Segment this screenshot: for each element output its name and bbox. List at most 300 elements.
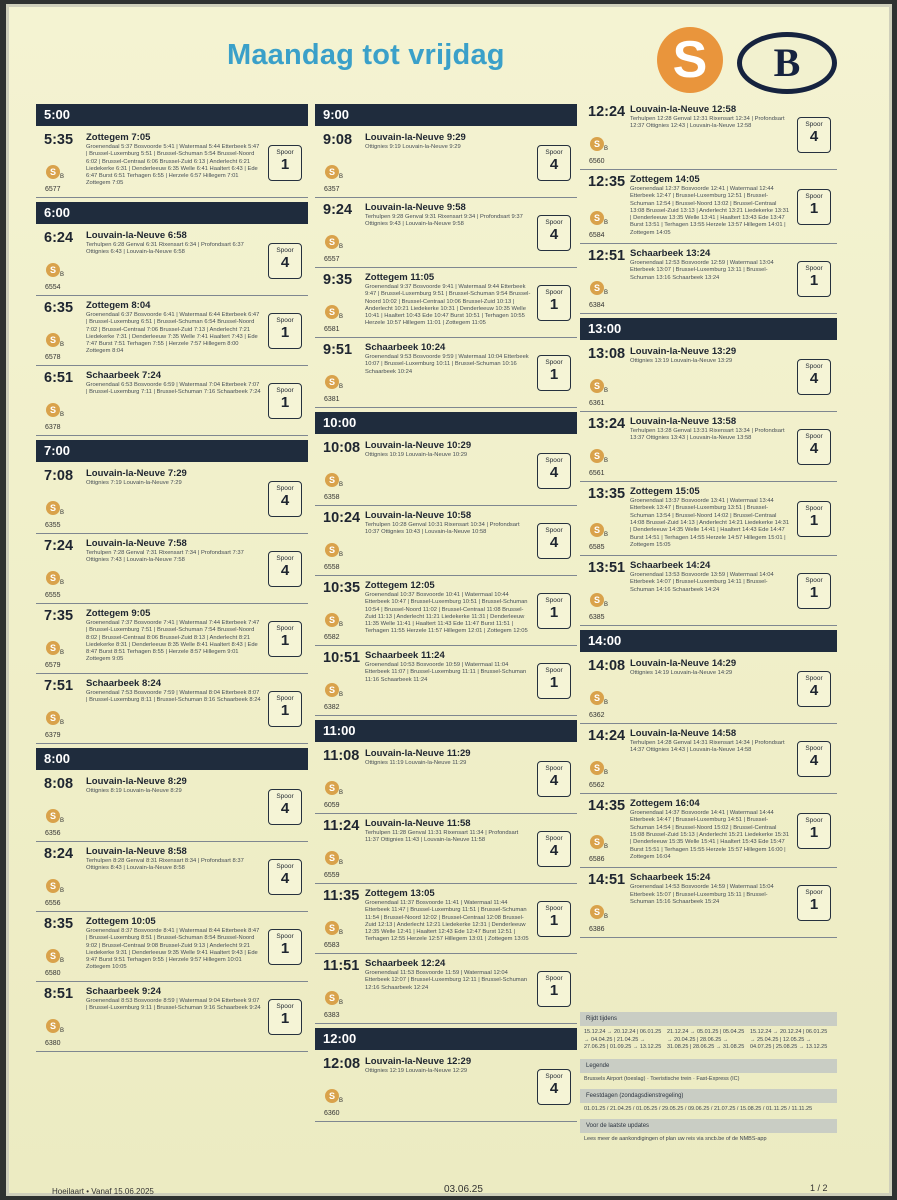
train-number: 6384 (589, 302, 605, 310)
s-network-icon: S (46, 165, 60, 179)
track-number: 1 (549, 981, 559, 999)
track-number: 4 (549, 533, 559, 551)
track-label: Spoor (545, 834, 563, 842)
stop-list: Ottignies 8:19 Louvain-la-Neuve 8:29 (86, 788, 182, 794)
track-number: 1 (809, 895, 819, 913)
track-label: Spoor (805, 264, 823, 272)
track-number: 4 (549, 155, 559, 173)
destination: Schaarbeek 15:24 (630, 872, 711, 884)
track-box (537, 145, 571, 181)
sncb-icon: B (339, 174, 344, 180)
destination: Schaarbeek 10:24 (365, 342, 446, 353)
track-box (797, 573, 831, 609)
section-title: Legende (580, 1059, 837, 1073)
track-box (537, 1069, 571, 1105)
s-network-icon: S (46, 501, 60, 515)
stop-list: Groenendaal 14:53 Bosvoorde 14:59 | Watermaal 15:04 Etterbeek 15:07 | Brussel-Luxemburg 15:11 | Brussel-Schuman 15:16 Schaarbeek 15:24 (630, 884, 774, 905)
departure-time: 8:35 (44, 916, 74, 932)
departure-time: 13:08 (588, 346, 626, 363)
departure-row (315, 576, 577, 646)
track-label: Spoor (276, 1002, 294, 1010)
sncb-icon: B (60, 174, 65, 180)
footer-station: Hoeilaart • Vanaf 15.06.2025 (52, 1187, 154, 1196)
s-network-icon: S (46, 809, 60, 823)
departure-time: 12:35 (588, 174, 626, 190)
sncb-icon: B (339, 930, 344, 936)
stop-list: Terhulpen 8:28 Genval 8:31 Rixensart 8:34 | Profondsart 8:37 Ottignies 8:43 | Louvain-la-Neuve 8:58 (86, 858, 244, 872)
s-network-icon: S (46, 403, 60, 417)
sncb-icon: B (339, 622, 344, 628)
departure-row (580, 412, 837, 482)
sncb-icon: B (604, 388, 609, 395)
destination: Louvain-la-Neuve 11:58 (365, 818, 471, 829)
track-box (268, 929, 302, 965)
departure-row (36, 842, 308, 912)
departure-row (315, 338, 577, 408)
train-number: 6379 (45, 732, 61, 739)
period-col: 21.12.24 → 05.01.25 | 05.04.25 → 20.04.25 | 28.06.25 → 31.08.25 | 28.06.25 → 31.08.25 (667, 1029, 745, 1050)
destination: Schaarbeek 11:24 (365, 650, 445, 661)
s-network-icon: S (325, 781, 339, 795)
s-network-icon: S (325, 613, 339, 627)
destination: Louvain-la-Neuve 11:29 (365, 748, 471, 759)
departure-row (580, 170, 837, 244)
train-number: 6362 (589, 712, 605, 720)
destination: Zottegem 16:04 (630, 798, 700, 810)
departure-time: 10:35 (323, 580, 361, 596)
track-number: 4 (280, 561, 290, 579)
departure-row (580, 724, 837, 794)
train-number: 6059 (324, 802, 340, 809)
hour-header: 8:00 (36, 748, 308, 770)
destination: Schaarbeek 7:24 (86, 370, 161, 381)
departure-row (315, 646, 577, 716)
track-box (797, 885, 831, 921)
departure-time: 8:08 (44, 776, 74, 792)
departure-time: 9:08 (323, 132, 353, 148)
train-number: 6380 (45, 1040, 61, 1047)
s-network-icon: S (46, 641, 60, 655)
departure-time: 11:35 (323, 888, 360, 904)
departure-row (36, 464, 308, 534)
departure-row (36, 912, 308, 982)
destination: Schaarbeek 13:24 (630, 248, 711, 260)
sncb-icon: B (339, 314, 344, 320)
stop-list: Terhulpen 6:28 Genval 6:31 Rixensart 6:34 | Profondsart 6:37 Ottignies 6:43 | Louvain-la-Neuve 6:58 (86, 242, 244, 256)
track-label: Spoor (276, 316, 294, 324)
stop-list: Groenendaal 11:37 Bosvoorde 11:41 | Watermaal 11:44 Etterbeek 11:47 | Brussel-Luxemburg 11:51 | Brussel-Schuman 11:54 | Brussel-Noord 12:02 | Brussel-Centraal 12:08 Brussel-Zuid 12:13 | Anderlecht 12:21 Liedekerke 12:31 | Denderleeuw 12:35 Welle 12:41 | Haaltert 12:43 Ede 12:47 Burst 12:51 | Terhagen 12:55 Herzele 12:57 Hillegem 13:01 | Zottegem 13:05 (365, 900, 529, 943)
stop-list: Groenendaal 11:53 Bosvoorde 11:59 | Watermaal 12:04 Etterbeek 12:07 | Brussel-Luxemburg 12:11 | Brussel-Schuman 12:16 Schaarbeek 12:24 (365, 970, 528, 991)
track-label: Spoor (276, 624, 294, 632)
track-number: 1 (549, 365, 559, 383)
track-box (268, 243, 302, 279)
sncb-icon: B (60, 580, 65, 586)
stop-list: Terhulpen 14:28 Genval 14:31 Rixensart 14:34 | Profondsart 14:37 Ottignies 14:43 | Louvain-la-Neuve 14:58 (630, 740, 785, 754)
stop-list: Terhulpen 13:28 Genval 13:31 Rixensart 13:34 | Profondsart 13:37 Ottignies 13:43 | Louvain-la-Neuve 13:58 (630, 428, 785, 442)
track-box (268, 691, 302, 727)
s-network-icon: S (325, 305, 339, 319)
train-number: 6356 (45, 830, 61, 837)
sncb-icon: B (60, 888, 65, 894)
track-number: 4 (280, 869, 290, 887)
sncb-icon: B (604, 700, 609, 707)
holiday-dates: 01.01.25 / 21.04.25 / 01.05.25 / 29.05.25 / 09.06.25 / 21.07.25 / 15.08.25 / 01.11.25 / 11.11.25 (584, 1105, 813, 1112)
train-number: 6556 (45, 900, 61, 907)
train-number: 6555 (45, 592, 61, 599)
sncb-icon: B (60, 272, 65, 278)
footer-print-date: 03.06.25 (444, 1184, 483, 1195)
sncb-icon: B (339, 244, 344, 250)
page-title: Maandag tot vrijdag (227, 39, 505, 71)
hour-header: 13:00 (580, 318, 837, 340)
destination: Louvain-la-Neuve 14:29 (630, 658, 737, 670)
destination: Schaarbeek 14:24 (630, 560, 711, 572)
train-number: 6562 (589, 782, 605, 790)
track-label: Spoor (805, 888, 823, 896)
sncb-icon: B (339, 384, 344, 390)
track-label: Spoor (805, 504, 823, 512)
stop-list: Ottignies 10:19 Louvain-la-Neuve 10:29 (365, 452, 468, 458)
departure-time: 8:51 (44, 986, 74, 1002)
track-box (537, 901, 571, 937)
train-number: 6382 (324, 704, 340, 711)
s-network-icon: S (325, 473, 339, 487)
sncb-icon: B (604, 770, 609, 777)
departure-row (580, 868, 837, 938)
train-number: 6361 (589, 400, 605, 408)
stop-list: Groenendaal 12:37 Bosvoorde 12:41 | Watermaal 12:44 Etterbeek 12:47 | Brussel-Luxemburg 12:51 | Brussel-Schuman 12:54 | Brussel-Noord 13:02 | Brussel-Centraal 13:08 Brussel-Zuid 13:13 | Anderlecht 13:21 Liedekerke 13:31 | Denderleeuw 13:35 Welle 13:41 | Haaltert 13:43 Ede 13:47 Burst 13:51 | Terhagen 13:55 Herzele 13:57 Hillegem 14:01 | Zottegem 14:05 (630, 186, 790, 236)
sncb-icon: B (604, 290, 609, 297)
track-box (537, 593, 571, 629)
sncb-icon: B (60, 958, 65, 964)
train-number: 6577 (45, 186, 61, 193)
sncb-icon: B (604, 220, 609, 227)
track-box (537, 355, 571, 391)
track-box (268, 383, 302, 419)
s-network-icon: S (590, 523, 604, 537)
sncb-icon: B (339, 1000, 344, 1006)
sncb-icon: B (60, 650, 65, 656)
destination: Louvain-la-Neuve 13:58 (630, 416, 737, 428)
departure-row (315, 506, 577, 576)
departure-time: 14:51 (588, 872, 626, 889)
s-network-icon: S (46, 1019, 60, 1033)
timetable-column-3 (580, 100, 837, 938)
track-box (268, 145, 302, 181)
track-number: 1 (280, 323, 290, 341)
track-number: 4 (549, 463, 559, 481)
track-number: 1 (280, 939, 290, 957)
departure-time: 11:51 (323, 958, 360, 974)
departure-time: 11:24 (323, 818, 360, 834)
timetable-column-2 (315, 100, 577, 1122)
track-label: Spoor (545, 358, 563, 366)
track-number: 4 (549, 225, 559, 243)
departure-time: 13:51 (588, 560, 626, 577)
train-number: 6386 (589, 926, 605, 934)
track-box (268, 999, 302, 1035)
stop-list: Terhulpen 7:28 Genval 7:31 Rixensart 7:34 | Profondsart 7:37 Ottignies 7:43 | Louvain-la-Neuve 7:58 (86, 550, 244, 564)
stop-list: Groenendaal 13:37 Bosvoorde 13:41 | Watermaal 13:44 Etterbeek 13:47 | Brussel-Luxemburg 13:51 | Brussel-Schuman 13:54 | Brussel-Noord 14:02 | Brussel-Centraal 14:08 Brussel-Zuid 14:13 | Anderlecht 14:21 Liedekerke 14:31 | Denderleeuw 14:35 Welle 14:41 | Haaltert 14:43 Ede 14:47 Burst 14:51 | Terhagen 14:55 Herzele 14:57 Hillegem 15:01 | Zottegem 15:05 (630, 498, 790, 548)
departure-time: 14:24 (588, 728, 626, 745)
track-box (537, 663, 571, 699)
track-box (268, 313, 302, 349)
s-network-icon: S (590, 281, 604, 295)
s-network-icon: S (46, 263, 60, 277)
s-network-icon: S (325, 1089, 339, 1103)
track-number: 1 (809, 823, 819, 841)
track-box (268, 481, 302, 517)
track-box (797, 813, 831, 849)
destination: Schaarbeek 12:24 (365, 958, 446, 969)
track-number: 1 (549, 603, 559, 621)
departure-row (36, 982, 308, 1052)
track-label: Spoor (545, 218, 563, 226)
stop-list: Groenendaal 9:37 Bosvoorde 9:41 | Watermaal 9:44 Etterbeek 9:47 | Brussel-Luxemburg 9:51 | Brussel-Schuman 9:54 Brussel-Noord 10:02 | Brussel-Centraal 10:06 Brussel-Zuid 10:13 | Anderlecht 10:21 Liedekerke 10:31 | Denderleeuw 10:35 Welle 10:41 | Haaltert 10:43 Ede 10:47 Burst 10:51 | Terhagen 10:55 Herzele 10:57 Hillegem 11:01 | Zottegem 11:05 (365, 284, 531, 327)
track-label: Spoor (545, 596, 563, 604)
destination: Louvain-la-Neuve 12:58 (630, 104, 737, 115)
track-label: Spoor (276, 386, 294, 394)
sncb-icon: B (60, 510, 65, 516)
sncb-icon: B (60, 1028, 65, 1034)
track-number: 4 (549, 841, 559, 859)
track-label: Spoor (545, 526, 563, 534)
track-box (797, 741, 831, 777)
stop-list: Groenendaal 8:37 Bosvoorde 8:41 | Watermaal 8:44 Etterbeek 8:47 | Brussel-Luxemburg 8:51 | Brussel-Schuman 8:54 Brussel-Noord 9:02 | Brussel-Centraal 9:08 Brussel-Zuid 9:13 | Anderlecht 9:21 Liedekerke 9:31 | Denderleeuw 9:35 Welle 9:41 Haaltert 9:43 | Ede 9:47 Burst 9:51 Terhagen 9:55 | Herzele 9:57 Hillegem 10:01 Zottegem 10:05 (86, 928, 260, 971)
sncb-icon: B (339, 1098, 344, 1104)
departure-time: 14:08 (588, 658, 626, 675)
track-number: 4 (809, 681, 819, 699)
track-label: Spoor (276, 554, 294, 562)
s-network-icon: S (590, 691, 604, 705)
stop-list: Groenendaal 6:37 Bosvoorde 6:41 | Watermaal 6:44 Etterbeek 6:47 | Brussel-Luxemburg 6:51 | Brussel-Schuman 6:54 Brussel-Noord 7:02 | Brussel-Centraal 7:06 Brussel-Zuid 7:13 | Anderlecht 7:21 Liedekerke 7:31 | Denderleeuw 7:35 Welle 7:41 Haaltert 7:43 | Ede 7:47 Burst 7:51 Terhagen 7:55 | Herzele 7:57 Hillegem 8:00 Zottegem 8:04 (86, 312, 260, 355)
track-number: 1 (280, 393, 290, 411)
legend-panel (580, 1008, 837, 1145)
hour-header: 11:00 (315, 720, 577, 742)
track-box (268, 621, 302, 657)
s-logo-icon: S (657, 27, 723, 93)
stop-list: Ottignies 7:19 Louvain-la-Neuve 7:29 (86, 480, 182, 486)
period-grid (580, 1026, 837, 1055)
departure-time: 7:35 (44, 608, 74, 624)
updates-text: Lees meer de aankondigingen of plan uw reis via sncb.be of de NMBS-app (584, 1135, 767, 1142)
track-number: 1 (280, 155, 290, 173)
train-number: 6586 (589, 856, 605, 864)
sncb-icon: B (60, 412, 65, 418)
sncb-b-logo-icon: B (737, 32, 837, 94)
departure-time: 6:35 (44, 300, 74, 316)
stop-list: Groenendaal 7:37 Bosvoorde 7:41 | Watermaal 7:44 Etterbeek 7:47 | Brussel-Luxemburg 7:51 | Brussel-Schuman 7:54 Brussel-Noord 8:02 | Brussel-Centraal 8:06 Brussel-Zuid 8:13 | Anderlecht 8:21 Liedekerke 8:31 | Denderleeuw 8:35 Welle 8:41 Haaltert 8:43 | Ede 8:47 Burst 8:51 Terhagen 8:55 | Herzele 8:57 Hillegem 9:01 Zottegem 9:05 (86, 620, 260, 663)
destination: Zottegem 8:04 (86, 300, 151, 311)
departure-time: 5:35 (44, 132, 74, 148)
track-label: Spoor (545, 904, 563, 912)
s-network-icon: S (325, 683, 339, 697)
track-number: 4 (809, 751, 819, 769)
track-label: Spoor (545, 1072, 563, 1080)
track-label: Spoor (805, 816, 823, 824)
timetable-column-1 (36, 100, 308, 1052)
track-label: Spoor (545, 666, 563, 674)
train-number: 6355 (45, 522, 61, 529)
track-label: Spoor (545, 288, 563, 296)
track-number: 1 (549, 911, 559, 929)
departure-row (36, 128, 308, 198)
stop-list: Ottignies 12:19 Louvain-la-Neuve 12:29 (365, 1068, 468, 1074)
track-label: Spoor (276, 148, 294, 156)
train-number: 6358 (324, 494, 340, 501)
s-network-icon: S (590, 593, 604, 607)
period-col: 15.12.24 → 20.12.24 | 06.01.25 → 04.04.25 | 21.04.25 → 27.06.25 | 01.09.25 → 13.12.25 (584, 1029, 662, 1050)
sncb-icon: B (604, 458, 609, 465)
sncb-icon: B (339, 692, 344, 698)
stop-list: Terhulpen 10:28 Genval 10:31 Rixensart 10:34 | Profondsart 10:37 Ottignies 10:43 | Louvain-la-Neuve 10:58 (365, 522, 520, 536)
s-network-icon: S (325, 165, 339, 179)
departure-time: 10:51 (323, 650, 361, 666)
destination: Louvain-la-Neuve 6:58 (86, 230, 187, 241)
s-network-icon: S (46, 333, 60, 347)
track-number: 1 (549, 673, 559, 691)
track-label: Spoor (805, 432, 823, 440)
section-title: Feestdagen (zondagsdienstregeling) (580, 1089, 837, 1103)
departure-row (36, 674, 308, 744)
departure-row (315, 744, 577, 814)
track-box (797, 429, 831, 465)
hour-header: 5:00 (36, 104, 308, 126)
departure-row (36, 772, 308, 842)
s-network-icon: S (325, 851, 339, 865)
departure-time: 13:24 (588, 416, 626, 433)
sncb-icon: B (604, 146, 609, 152)
s-network-icon: S (590, 211, 604, 225)
hour-header: 12:00 (315, 1028, 577, 1050)
s-network-icon: S (590, 379, 604, 393)
track-box (537, 215, 571, 251)
track-label: Spoor (545, 148, 563, 156)
section-title: Voor de laatste updates (580, 1119, 837, 1133)
hour-header: 10:00 (315, 412, 577, 434)
sncb-icon: B (339, 860, 344, 866)
destination: Zottegem 12:05 (365, 580, 435, 591)
departure-time: 10:24 (323, 510, 361, 526)
destination: Schaarbeek 8:24 (86, 678, 161, 689)
stop-list: Groenendaal 9:53 Bosvoorde 9:59 | Watermaal 10:04 Etterbeek 10:07 | Brussel-Luxemburg 10:11 | Brussel-Schuman 10:16 Schaarbeek 10:24 (365, 354, 529, 375)
train-number: 6578 (45, 354, 61, 361)
stop-list: Ottignies 11:19 Louvain-la-Neuve 11:29 (365, 760, 467, 766)
stop-list: Ottignies 13:19 Louvain-la-Neuve 13:29 (630, 358, 733, 365)
track-number: 4 (549, 1079, 559, 1097)
departure-time: 13:35 (588, 486, 626, 503)
track-box (797, 189, 831, 225)
departure-row (36, 534, 308, 604)
departure-row (315, 1052, 577, 1122)
sncb-icon: B (604, 532, 609, 539)
departure-time: 9:35 (323, 272, 353, 288)
departure-time: 12:51 (588, 248, 626, 265)
track-box (537, 761, 571, 797)
track-number: 1 (809, 583, 819, 601)
train-number: 6378 (45, 424, 61, 431)
departure-time: 12:24 (588, 104, 626, 120)
s-network-icon: S (46, 949, 60, 963)
track-box (268, 551, 302, 587)
train-number: 6579 (45, 662, 61, 669)
footer-page-number: 1 / 2 (810, 1183, 828, 1193)
stop-list: Terhulpen 12:28 Genval 12:31 Rixensart 12:34 | Profondsart 12:37 Ottignies 12:43 | Louvain-la-Neuve 12:58 (630, 116, 785, 130)
departure-time: 7:08 (44, 468, 74, 484)
sncb-icon: B (60, 818, 65, 824)
stop-list: Groenendaal 12:53 Bosvoorde 12:59 | Watermaal 13:04 Etterbeek 13:07 | Brussel-Luxemburg 13:11 | Brussel-Schuman 13:16 Schaarbeek 13:24 (630, 260, 774, 281)
track-label: Spoor (805, 674, 823, 682)
departure-time: 6:51 (44, 370, 74, 386)
departure-time: 9:24 (323, 202, 353, 218)
departure-row (36, 366, 308, 436)
stop-list: Terhulpen 9:28 Genval 9:31 Rixensart 9:34 | Profondsart 9:37 Ottignies 9:43 | Louvain-la-Neuve 9:58 (365, 214, 523, 228)
stop-list: Groenendaal 5:37 Bosvoorde 5:41 | Watermaal 5:44 Etterbeek 5:47 | Brussel-Luxemburg 5:51 | Brussel-Schuman 5:54 Brussel-Noord 6:02 | Brussel-Centraal 6:06 Brussel-Zuid 6:13 | Anderlecht 6:21 Liedekerke 6:31 | Denderleeuw 6:35 Welle 6:41 Haaltert 6:43 | Ede 6:47 Burst 6:51 Terhagen 6:55 | Herzele 6:57 Hillegem 7:01 Zottegem 7:05 (86, 144, 260, 187)
departure-row (580, 482, 837, 556)
departure-time: 9:51 (323, 342, 353, 358)
departure-row (315, 268, 577, 338)
track-number: 4 (280, 799, 290, 817)
train-number: 6561 (589, 470, 605, 478)
s-network-icon: S (590, 905, 604, 919)
track-box (268, 859, 302, 895)
train-number: 6580 (45, 970, 61, 977)
sncb-icon: B (604, 914, 609, 921)
departure-time: 10:08 (323, 440, 361, 456)
train-number: 6559 (324, 872, 340, 879)
departure-row (36, 226, 308, 296)
track-box (537, 453, 571, 489)
track-label: Spoor (805, 576, 823, 584)
departure-time: 12:08 (323, 1056, 361, 1072)
departure-row (580, 556, 837, 626)
departure-time: 11:08 (323, 748, 360, 764)
destination: Louvain-la-Neuve 7:58 (86, 538, 187, 549)
destination: Louvain-la-Neuve 8:29 (86, 776, 187, 787)
destination: Schaarbeek 9:24 (86, 986, 161, 997)
departure-row (36, 604, 308, 674)
track-label: Spoor (545, 764, 563, 772)
s-network-icon: S (590, 137, 604, 151)
stop-list: Groenendaal 7:53 Bosvoorde 7:59 | Watermaal 8:04 Etterbeek 8:07 | Brussel-Luxemburg 8:11 | Brussel-Schuman 8:16 Schaarbeek 8:24 (86, 690, 261, 704)
stop-list: Terhulpen 11:28 Genval 11:31 Rixensart 11:34 | Profondsart 11:37 Ottignies 11:43 | Louvain-la-Neuve 11:58 (365, 830, 519, 844)
track-label: Spoor (805, 744, 823, 752)
s-network-icon: S (325, 991, 339, 1005)
track-box (537, 285, 571, 321)
departure-time: 14:35 (588, 798, 626, 815)
track-box (537, 971, 571, 1007)
destination: Louvain-la-Neuve 9:58 (365, 202, 466, 213)
track-label: Spoor (805, 120, 823, 128)
s-network-icon: S (325, 235, 339, 249)
destination: Louvain-la-Neuve 7:29 (86, 468, 187, 479)
track-box (537, 523, 571, 559)
stop-list: Groenendaal 10:37 Bosvoorde 10:41 | Watermaal 10:44 Etterbeek 10:47 | Brussel-Luxemburg 10:51 | Brussel-Schuman 10:54 | Brussel-Noord 11:02 | Brussel-Centraal 11:08 Brussel-Zuid 11:13 | Anderlecht 11:21 Liedekerke 11:31 | Denderleeuw 11:35 Welle 11:41 | Haaltert 11:43 Ede 11:47 Burst 11:51 | Terhagen 11:55 Herzele 11:57 Hillegem 12:01 | Zottegem 12:05 (365, 592, 528, 635)
track-box (537, 831, 571, 867)
s-network-icon: S (590, 761, 604, 775)
track-number: 4 (809, 369, 819, 387)
track-box (797, 671, 831, 707)
departure-row (315, 436, 577, 506)
s-network-icon: S (46, 571, 60, 585)
destination: Zottegem 14:05 (630, 174, 700, 185)
train-number: 6381 (324, 396, 340, 403)
hour-header: 6:00 (36, 202, 308, 224)
track-number: 4 (809, 439, 819, 457)
departure-row (580, 244, 837, 314)
departure-row (580, 342, 837, 412)
train-number: 6357 (324, 186, 340, 193)
